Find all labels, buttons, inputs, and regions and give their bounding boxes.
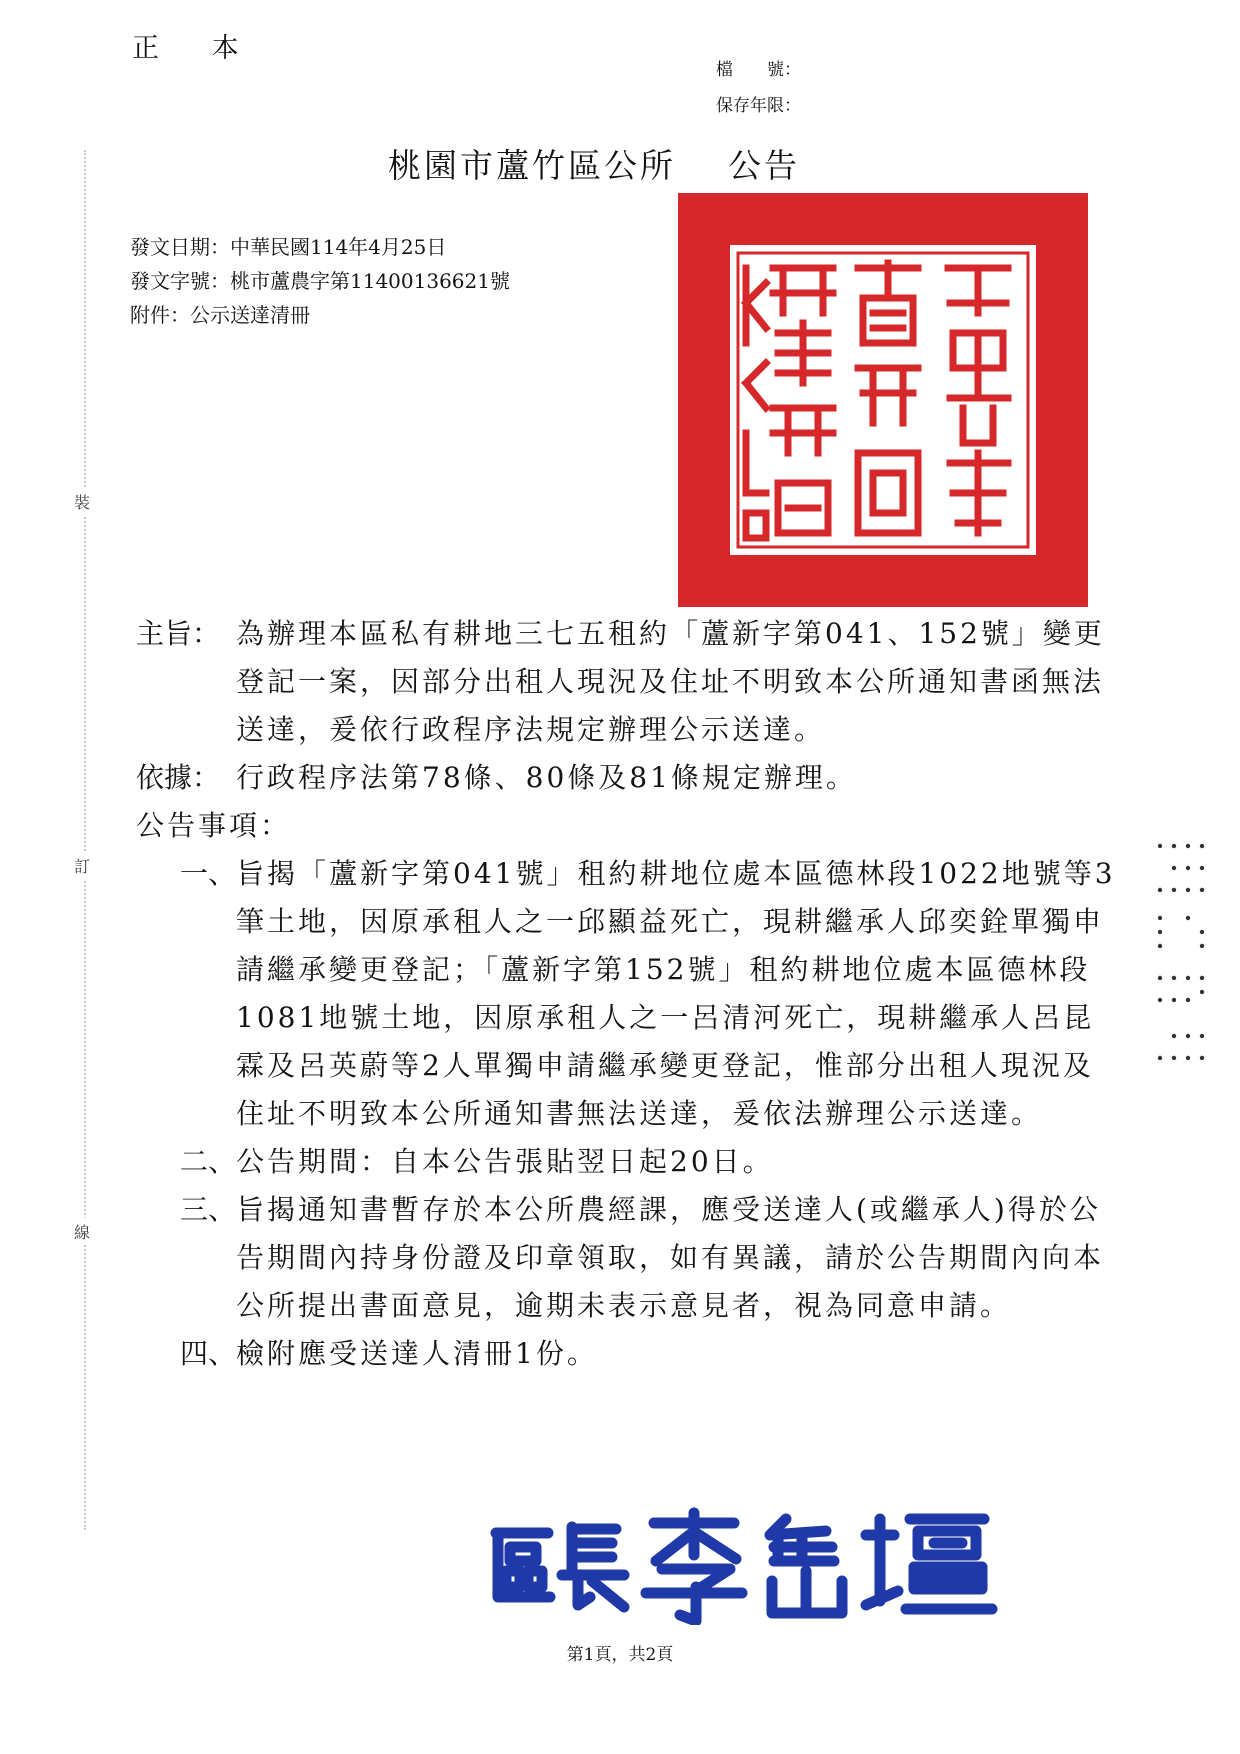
agency-name: 桃園市蘆竹區公所 (388, 146, 676, 185)
notice-item-number: 一、 (179, 857, 236, 890)
subject-label: 主旨： (136, 617, 221, 650)
attachment: 附件：公示送達清冊 (130, 303, 310, 327)
basis-paragraph (136, 754, 1116, 802)
basis-text: 行政程序法第78條、80條及81條規定辦理。 (236, 761, 857, 794)
official-seal (678, 193, 1088, 607)
document-body (136, 610, 1116, 1378)
notice-item-text: 公告期間：自本公告張貼翌日起20日。 (236, 1145, 774, 1178)
binding-label-zhuang: 裝 (74, 488, 90, 515)
document-meta (130, 230, 510, 332)
notice-item (136, 850, 1116, 1138)
notice-item (136, 1138, 1116, 1186)
notice-item-text: 旨揭「蘆新字第041號」租約耕地位處本區德林段1022地號等3筆土地，因原承租人之一邱顯益死亡，現耕繼承人邱奕銓單獨申請繼承變更登記；「蘆新字第152號」租約耕地位處本區德林段1081地號土地，因原承租人之一呂清河死亡，現耕繼承人呂昆霖及呂英蔚等2人單獨申請繼承變更登記，惟部分出租人現況及住址不明致本公所通知書無法送達，爰依法辦理公示送達。 (236, 857, 1116, 1130)
notice-item (136, 1186, 1116, 1330)
notice-heading: 公告事項： (136, 809, 292, 842)
document-type: 公告 (728, 146, 800, 185)
archive-number-label: 檔 號： (716, 60, 801, 80)
binding-label-ding: 訂 (74, 852, 90, 879)
archive-info (716, 52, 801, 124)
notice-item-number: 二、 (179, 1145, 236, 1178)
subject-text: 為辦理本區私有耕地三七五租約「蘆新字第041、152號」變更登記一案，因部分出租人現況及住址不明致本公所通知書函無法送達，爰依行政程序法規定辦理公示送達。 (236, 617, 1105, 746)
issue-date: 發文日期：中華民國114年4月25日 (130, 235, 447, 259)
page-number: 第1頁，共2頁 (566, 1645, 674, 1665)
notice-item-number: 三、 (179, 1193, 236, 1226)
notice-item (136, 1330, 1116, 1378)
binding-line (84, 150, 87, 1530)
notice-item-text: 旨揭通知書暫存於本公所農經課，應受送達人(或繼承人)得於公告期間內持身份證及印章領取，如有異議，請於公告期間內向本公所提出書面意見，逾期未表示意見者，視為同意申請。 (236, 1193, 1105, 1322)
notice-item-number: 四、 (179, 1337, 236, 1370)
notice-item-text: 檢附應受送達人清冊1份。 (236, 1337, 598, 1370)
subject-paragraph (136, 610, 1116, 754)
retention-label: 保存年限： (716, 96, 801, 116)
punch-dots (1152, 840, 1212, 1100)
document-title (388, 140, 800, 187)
signature-stamp (486, 1505, 1006, 1625)
copy-mark: 正 本 (132, 33, 261, 64)
binding-label-xian: 線 (74, 1218, 90, 1245)
basis-label: 依據： (136, 761, 221, 794)
reference-number: 發文字號：桃市蘆農字第11400136621號 (130, 269, 510, 293)
